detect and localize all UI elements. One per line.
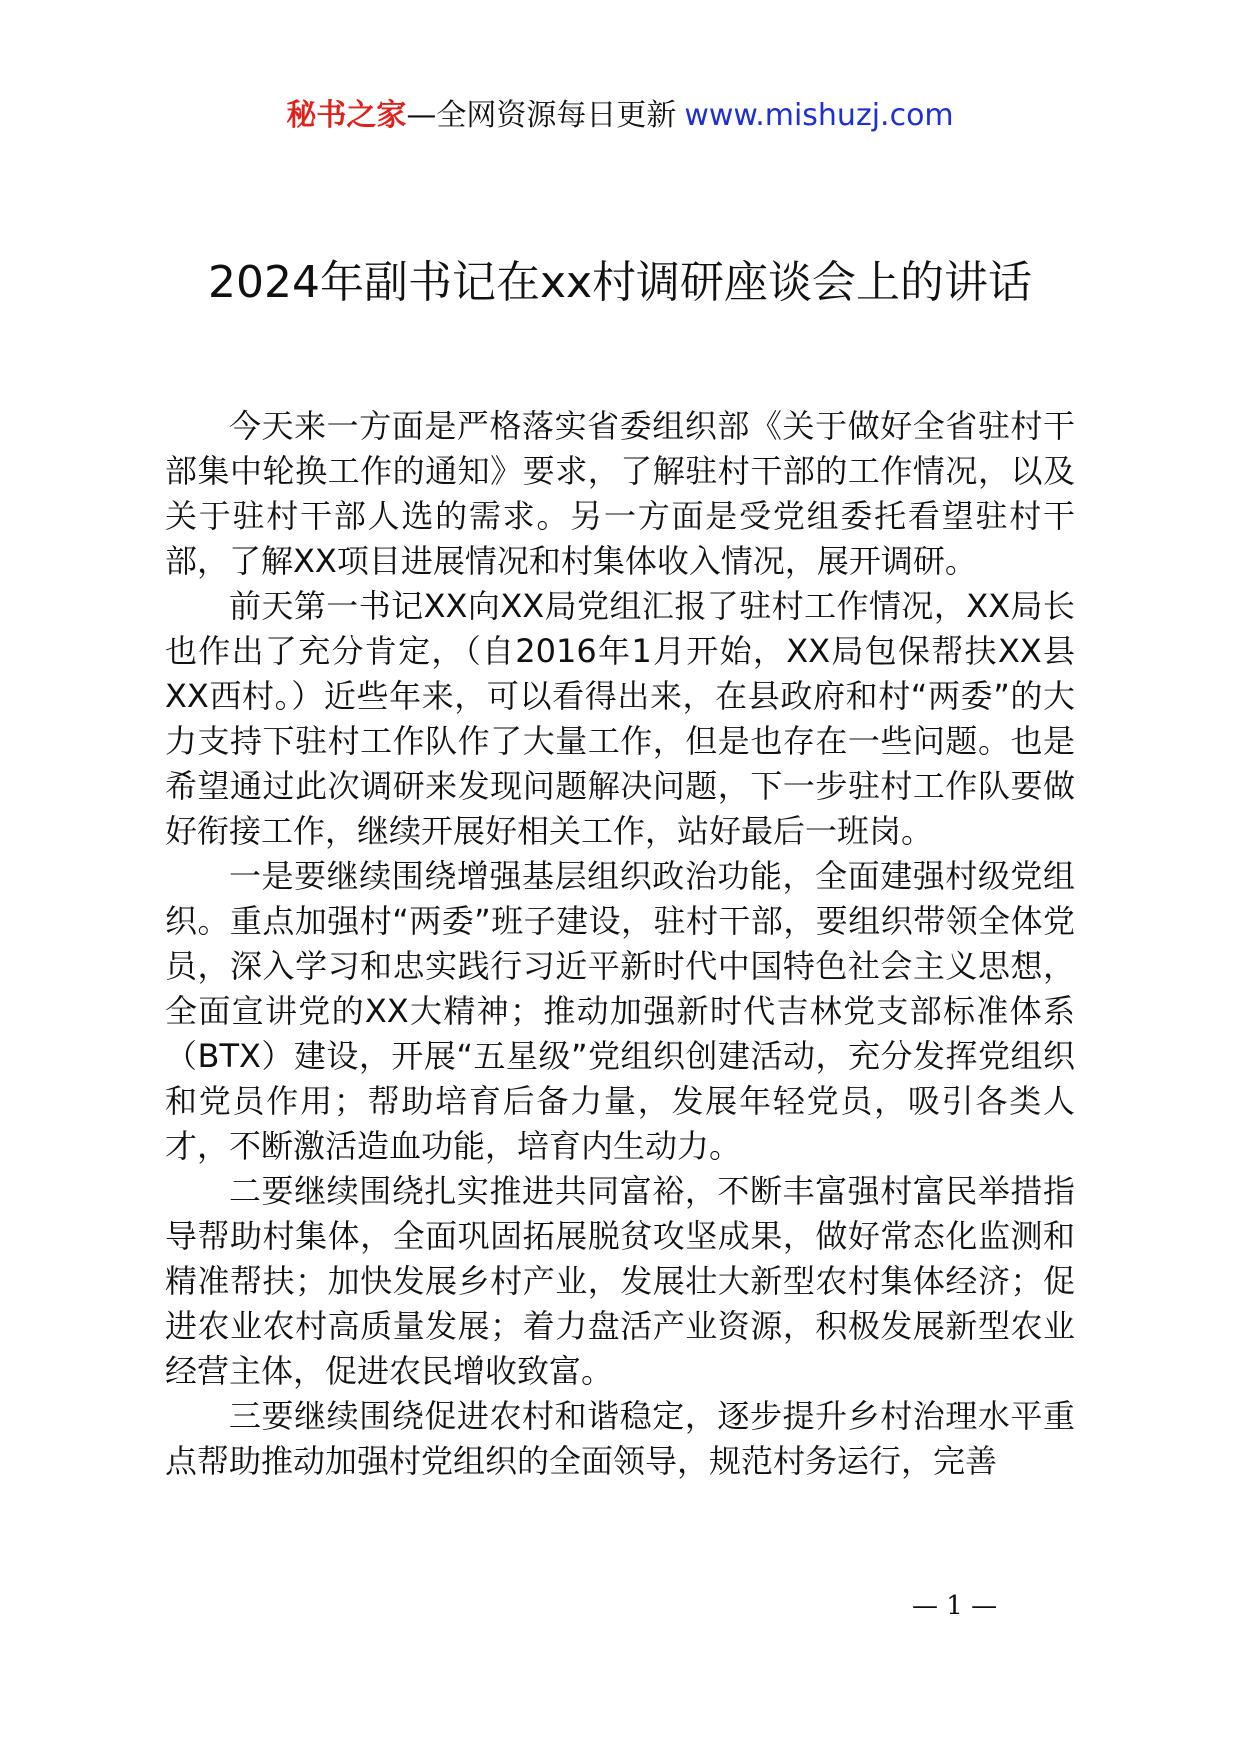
paragraph: 三要继续围绕促进农村和谐稳定，逐步提升乡村治理水平重点帮助推动加强村党组织的全面领导，规范村务运行，完善 [165, 1397, 1075, 1480]
site-url-link[interactable]: www.mishuzj.com [684, 98, 954, 133]
site-brand: 秘书之家 [286, 98, 407, 133]
site-header [0, 96, 1240, 136]
paragraph: 前天第一书记XX向XX局党组汇报了驻村工作情况，XX局长也作出了充分肯定，（自2016年1月开始，XX局包保帮扶XX县XX西村。）近些年来，可以看得出来，在县政府和村“两委”的大力支持下驻村工作队作了大量工作，但是也存在一些问题。也是希望通过此次调研来发现问题解决问题，下一步驻村工作队要做好衔接工作，继续开展好相关工作，站好最后一班岗。 [165, 587, 1075, 850]
document-body [165, 404, 1075, 1484]
paragraph: 今天来一方面是严格落实省委组织部《关于做好全省驻村干部集中轮换工作的通知》要求，了解驻村干部的工作情况，以及关于驻村干部人选的需求。另一方面是受党组委托看望驻村干部，了解XX项目进展情况和村集体收入情况，展开调研。 [165, 407, 1075, 580]
paragraph: 一是要继续围绕增强基层组织政治功能，全面建强村级党组织。重点加强村“两委”班子建设，驻村干部，要组织带领全体党员，深入学习和忠实践行习近平新时代中国特色社会主义思想，全面宣讲党的XX大精神；推动加强新时代吉林党支部标准体系（BTX）建设，开展“五星级”党组织创建活动，充分发挥党组织和党员作用；帮助培育后备力量，发展年轻党员，吸引各类人才，不断激活造血功能，培育内生动力。 [165, 857, 1075, 1165]
page-number: — 1 — [912, 1591, 998, 1621]
site-slogan: —全网资源每日更新 [406, 98, 677, 133]
paragraph: 二要继续围绕扎实推进共同富裕，不断丰富强村富民举措指导帮助村集体，全面巩固拓展脱贫攻坚成果，做好常态化监测和精准帮扶；加快发展乡村产业，发展壮大新型农村集体经济；促进农业农村高质量发展；着力盘活产业资源，积极发展新型农业经营主体，促进农民增收致富。 [165, 1172, 1075, 1390]
document-title: 2024年副书记在xx村调研座谈会上的讲话 [207, 257, 1033, 308]
